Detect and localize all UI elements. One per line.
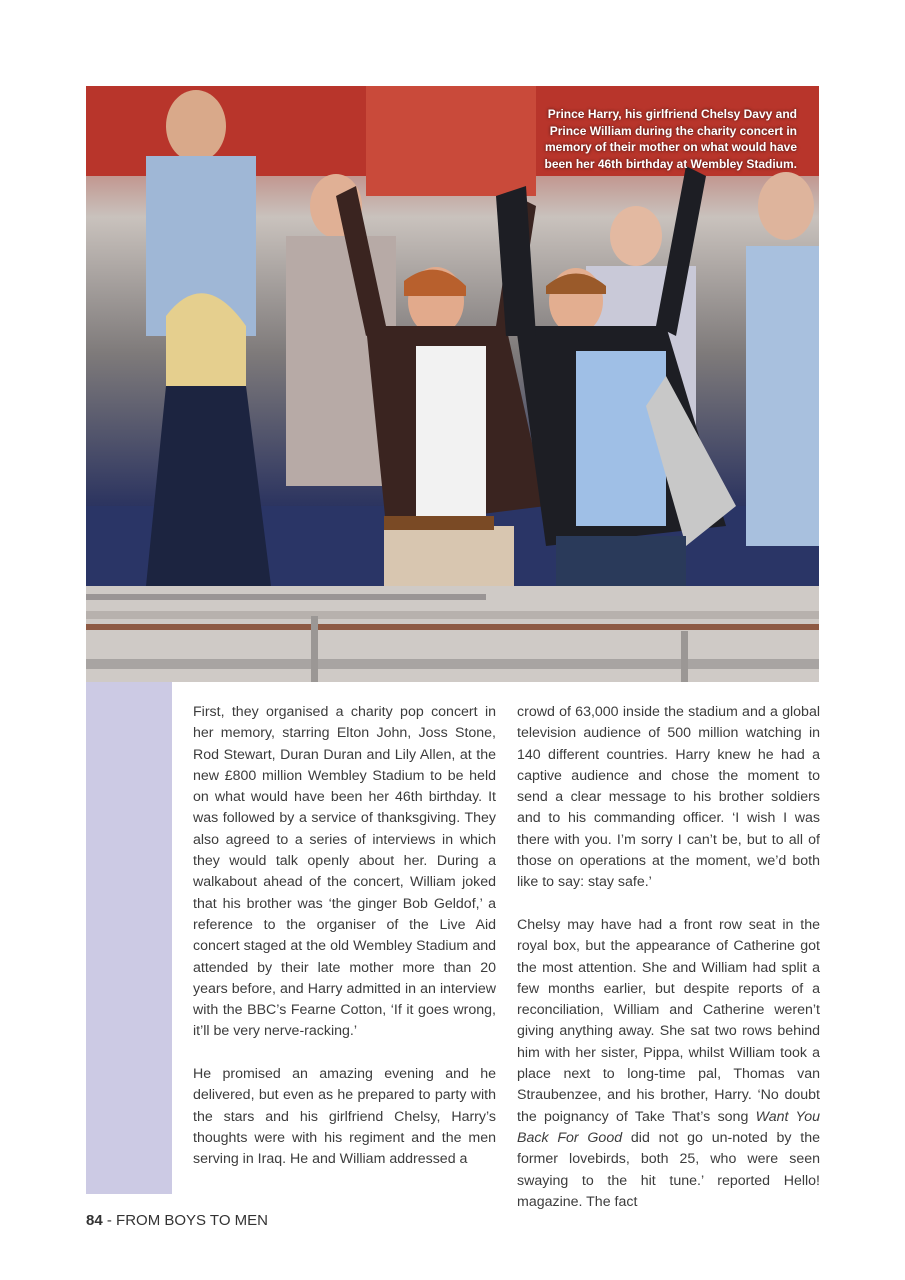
right-paragraph-2-start: Chelsy may have had a front row seat in the royal box, but the appearance of Catherine got the most attention. She and William had split a few months earlier, but despite reports of a reconciliation, William and Catherine weren’t giving anything away. She sat two rows behind him with her sister, Pippa, whilst William took a place next to long-time pal, Thomas van Straubenzee, and his brother, Harry. ‘No doubt the poignancy of Take That’s song: [517, 916, 820, 1125]
page-footer: [86, 1212, 268, 1229]
decorative-sidebar: [86, 682, 172, 1194]
book-title: FROM BOYS TO MEN: [116, 1212, 268, 1229]
article-left-column: [193, 702, 496, 1192]
right-paragraph-1: crowd of 63,000 inside the stadium and a global television audience of 500 million watching in 140 different countries. Harry knew he had a captive audience and chose the moment to send a clear message to his brother soldiers and to his commanding officer. ‘I wish I was there with you. I’m sorry I can’t be, but to all of those on operations at the moment, we’d both like to say: stay safe.’: [517, 704, 820, 891]
song-title: Want You Back For Good: [517, 1108, 821, 1146]
photo-caption: Prince Harry, his girlfriend Chelsy Davy and Prince William during the charity concert in memory of their mother on what would have been her 46th birthday at Wembley Stadium.: [544, 107, 797, 171]
article-right-column: [517, 702, 820, 1234]
left-paragraph-2: He promised an amazing evening and he delivered, but even as he prepared to party with the stars and his girlfriend Chelsy, Harry’s thoughts were with his regiment and the men serving in Iraq. He and William addressed a: [193, 1066, 496, 1168]
page-number: 84: [86, 1212, 103, 1229]
right-paragraph-2-end: did not go un-noted by the former lovebirds, both 25, who were seen swaying to the hit tune.’ reported Hello! magazine. The fact: [517, 1129, 820, 1210]
left-paragraph-1: First, they organised a charity pop concert in her memory, starring Elton John, Joss Stone, Rod Stewart, Duran Duran and Lily Allen, at the new £800 million Wembley Stadium to be held on what would have been her 46th birthday. It was followed by a service of thanksgiving. They also agreed to a series of interviews in which they would talk openly about her. During a walkabout ahead of the concert, William joked that his brother was ‘the ginger Bob Geldof,’ a reference to the organiser of the Live Aid concert staged at the old Wembley Stadium and attended by their late mother more than 20 years before, and Harry admitted in an interview with the BBC’s Fearne Cotton, ‘If it goes wrong, it’ll be very nerve-racking.’: [193, 704, 496, 1040]
footer-separator: -: [102, 1212, 117, 1229]
crowd-illustration: [86, 86, 819, 682]
right-paragraph-2: [517, 915, 820, 1213]
concert-photo: [86, 86, 819, 682]
